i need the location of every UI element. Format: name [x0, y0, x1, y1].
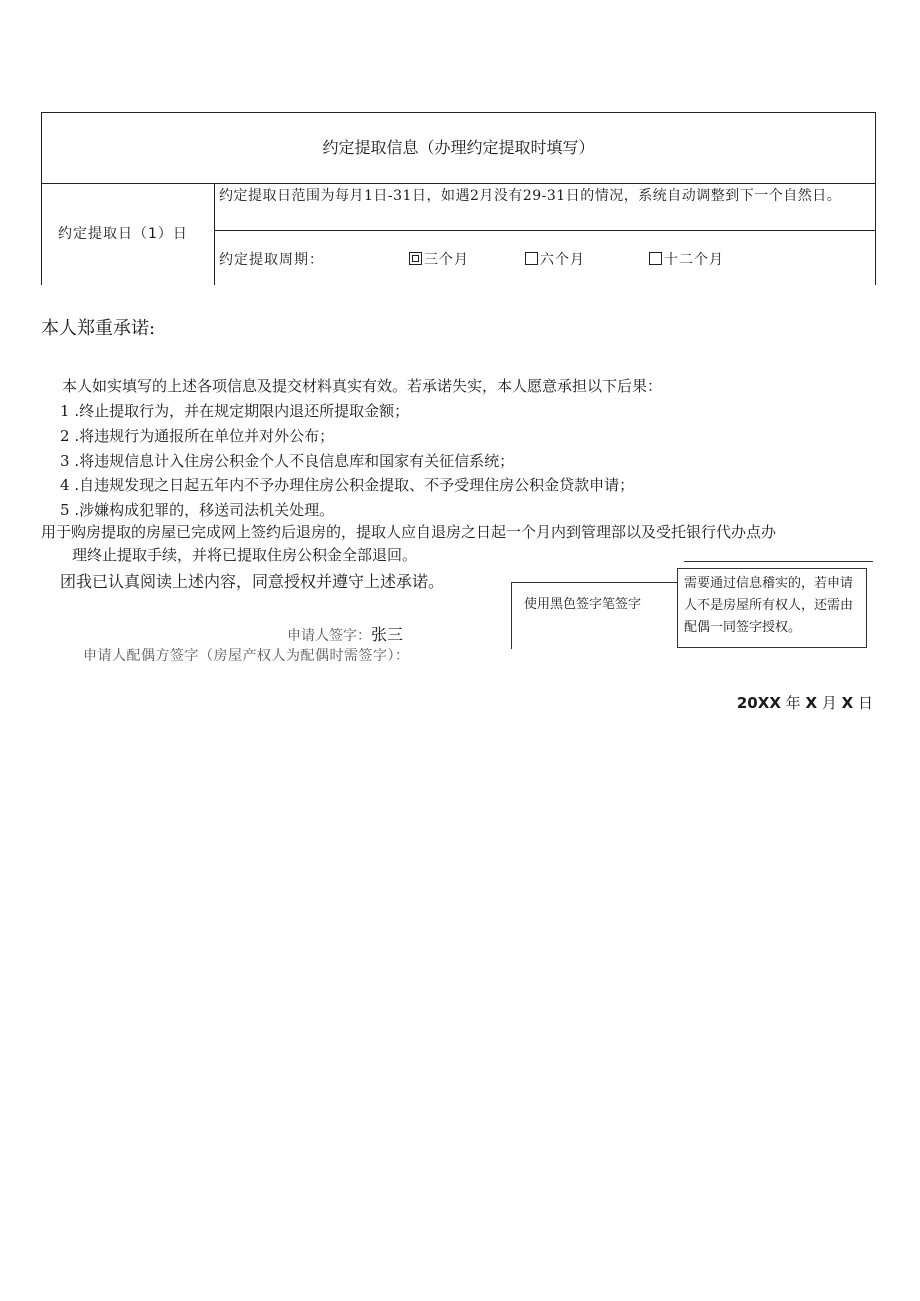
date-line: 20XX 年 X 月 X 日 [736, 694, 873, 712]
pledge-item-1: 1 .终止提取行为，并在规定期限内退还所提取金额； [60, 402, 410, 420]
pledge-item-5: 5 .涉嫌构成犯罪的，移送司法机关处理。 [60, 501, 335, 519]
date-day: X [841, 694, 854, 712]
range-description: 约定提取日范围为每月1日-31日，如遇2月没有29-31日的情况，系统自动调整到下一个自然日。 [215, 183, 875, 231]
pledge-item-3: 3 .将违规信息计入住房公积金个人不良信息库和国家有关征信系统； [60, 452, 515, 470]
divider-line [684, 561, 873, 562]
signature-box[interactable] [511, 582, 678, 649]
withdrawal-day-cell [42, 183, 215, 285]
period-label: 约定提取周期： [219, 252, 324, 268]
date-month: X [805, 694, 818, 712]
period-row [215, 232, 875, 285]
table-title: 约定提取信息（办理约定提取时填写） [42, 113, 875, 184]
applicant-signature [287, 622, 403, 645]
checked-checkbox-icon[interactable] [409, 252, 422, 265]
date-year: 20XX [736, 694, 781, 712]
option-six-months[interactable]: 六个月 [525, 249, 585, 269]
pledge-intro: 本人如实填写的上述各项信息及提交材料真实有效。若承诺失实，本人愿意承担以下后果： [62, 377, 663, 395]
agreed-withdrawal-table [41, 112, 876, 285]
withdrawal-day-label: 约定提取日（1）日 [58, 226, 188, 242]
spouse-signature-label: 申请人配偶方签字（房屋产权人为配偶时需签字）： [83, 648, 410, 664]
option-twelve-months[interactable]: 十二个月 [649, 249, 724, 269]
applicant-name[interactable]: 张三 [371, 625, 404, 644]
refund-line-2: 理终止提取手续，并将已提取住房公积金全部退回。 [72, 546, 418, 564]
pledge-item-2: 2 .将违规行为通报所在单位并对外公布； [60, 427, 335, 445]
consent-statement: 团我已认真阅读上述内容，同意授权并遵守上述承诺。 [60, 572, 445, 591]
pledge-heading: 本人郑重承诺: [41, 318, 156, 339]
signature-box-label: 使用黑色签字笔签字 [524, 597, 642, 612]
applicant-signature-label: 申请人签字： [287, 628, 371, 644]
pledge-item-4: 4 .自违规发现之日起五年内不予办理住房公积金提取、不予受理住房公积金贷款申请； [60, 476, 635, 494]
checkbox-icon[interactable] [525, 252, 538, 265]
spouse-note-box: 需要通过信息稽实的，若申请人不是房屋所有权人，还需由配偶一同签字授权。 [677, 568, 867, 648]
option-three-months[interactable]: 三个月 [409, 249, 469, 269]
refund-line-1: 用于购房提取的房屋已完成网上签约后退房的，提取人应自退房之日起一个月内到管理部以及受托银行代办点办 [41, 523, 777, 541]
checkbox-icon[interactable] [649, 252, 662, 265]
